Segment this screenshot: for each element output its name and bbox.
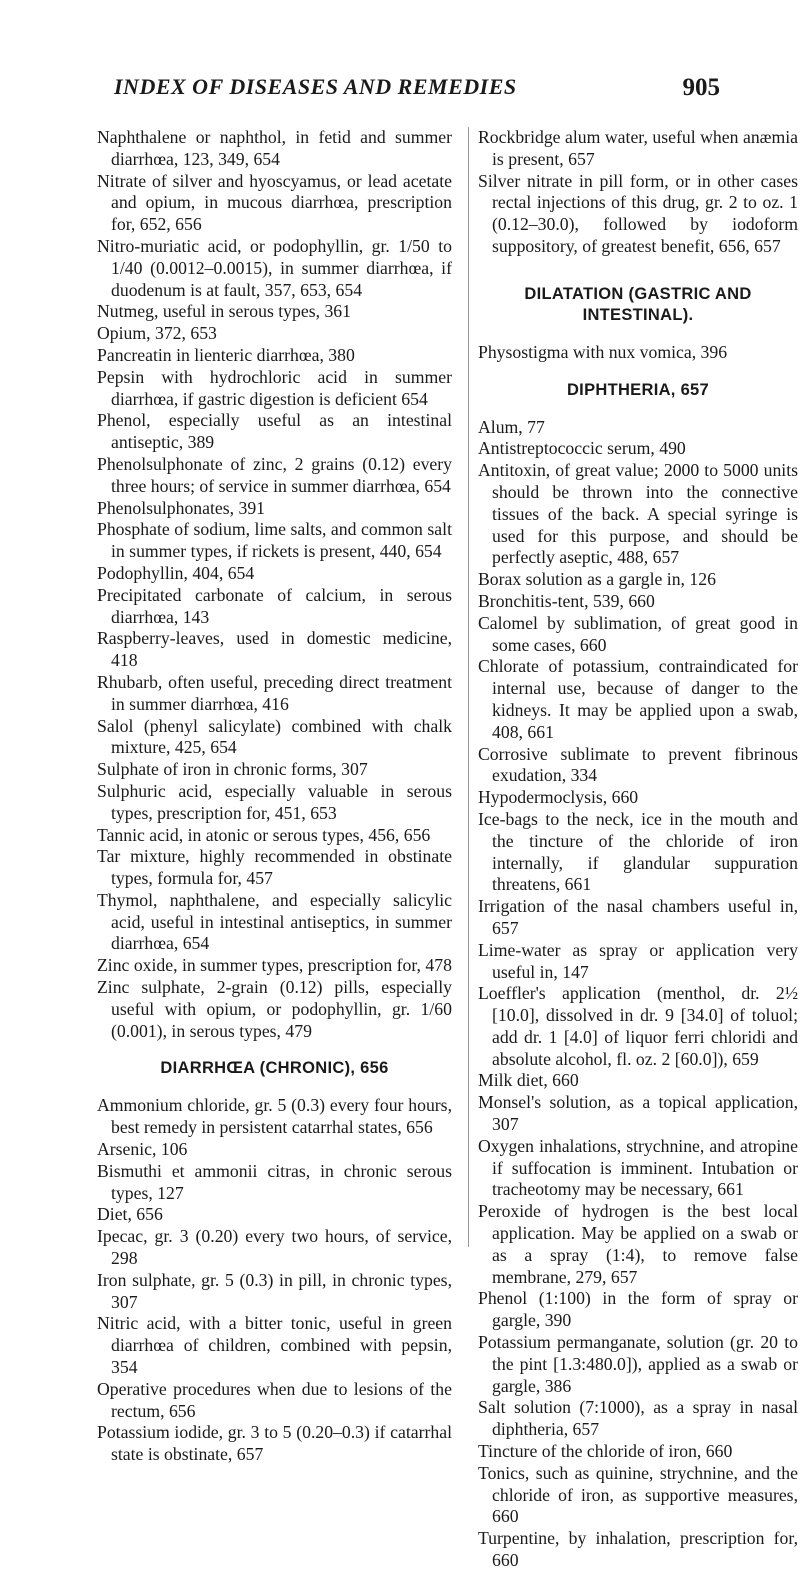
index-entry: Milk diet, 660 xyxy=(478,1070,579,1091)
index-entry: Rhubarb, often useful, preceding direct treatment in summer diarrhœa, 416 xyxy=(97,671,452,714)
index-entry: Corrosive sublimate to prevent fibrinous exudation, 334 xyxy=(478,743,798,786)
index-entry: Tonics, such as quinine, strychnine, and the chloride of iron, as supportive measures, 660 xyxy=(478,1462,798,1527)
index-entry: Hypodermoclysis, 660 xyxy=(478,787,639,808)
page-number: 905 xyxy=(682,74,720,101)
index-entry: Irrigation of the nasal chambers useful in, 657 xyxy=(478,896,798,938)
index-entry: Thymol, naphthalene, and especially salicylic acid, useful in intestinal antiseptics, in summer diarrhœa, 654 xyxy=(97,889,452,954)
index-entry: Zinc sulphate, 2-grain (0.12) pills, especially useful with opium, or podophyllin, gr. 1/60 (0.001), in serous types, 479 xyxy=(97,977,452,1041)
index-entry: Arsenic, 106 xyxy=(97,1139,188,1160)
index-entry: Tannic acid, in atonic or serous types, 456, 656 xyxy=(97,824,431,845)
entry-list xyxy=(478,417,798,1572)
section-heading-diarrhoea-chronic: DIARRHŒA (CHRONIC), 656 xyxy=(160,1059,389,1078)
index-entry: Ice-bags to the neck, ice in the mouth and the tincture of the chloride of iron internally, if glandular suppuration threatens, 661 xyxy=(478,808,798,895)
index-entry: Naphthalene or naphthol, in fetid and summer diarrhœa, 123, 349, 654 xyxy=(97,127,452,169)
index-entry: Rockbridge alum water, useful when anæmia is present, 657 xyxy=(478,127,798,169)
index-entry: Chlorate of potassium, contraindicated for internal use, because of danger to the kidneys. It may be applied upon a swab, 408, 661 xyxy=(478,656,798,742)
entry-list xyxy=(478,127,798,258)
page-header xyxy=(100,74,720,114)
index-entry: Diet, 656 xyxy=(97,1204,163,1225)
index-entry: Phenol, especially useful as an intestinal antiseptic, 389 xyxy=(97,410,452,453)
index-entry: Phenolsulphonates, 391 xyxy=(97,497,266,518)
index-entry: Bismuthi et ammonii citras, in chronic serous types, 127 xyxy=(97,1160,452,1203)
index-entry: Calomel by sublimation, of great good in some cases, 660 xyxy=(478,612,798,655)
index-entry: Borax solution as a gargle in, 126 xyxy=(478,569,716,590)
index-entry: Loeffler's application (menthol, dr. 2½ [10.0], dissolved in dr. 9 [34.0] of toluol; add dr. 1 [4.0] of liquor ferri chloridi and absolute alcohol, fl. oz. 2 [60.0]), 659 xyxy=(478,983,798,1069)
section-heading-diphtheria: DIPHTHERIA, 657 xyxy=(566,380,710,399)
index-entry: Tar mixture, highly recommended in obstinate types, formula for, 457 xyxy=(97,846,452,889)
index-entry: Nitrate of silver and hyoscyamus, or lead acetate and opium, in mucous diarrhœa, prescription for, 652, 656 xyxy=(97,170,452,235)
entry-list xyxy=(97,127,452,1042)
index-entry: Pepsin with hydrochloric acid in summer diarrhœa, if gastric digestion is deficient 654 xyxy=(97,366,452,409)
index-entry: Sulphuric acid, especially valuable in serous types, prescription for, 451, 653 xyxy=(97,780,452,823)
index-entry: Antitoxin, of great value; 2000 to 5000 units should be thrown into the connective tissues of the back. A special syringe is used for this purpose, and should be perfectly aseptic, 488, 657 xyxy=(478,460,798,568)
index-entry: Antistreptococcic serum, 490 xyxy=(478,438,686,459)
index-entry: Monsel's solution, as a topical application, 307 xyxy=(478,1092,798,1135)
index-entry: Ipecac, gr. 3 (0.20) every two hours, of service, 298 xyxy=(97,1226,452,1269)
right-column xyxy=(468,127,798,1571)
index-entry: Raspberry-leaves, used in domestic medicine, 418 xyxy=(97,628,452,671)
index-entry: Sulphate of iron in chronic forms, 307 xyxy=(97,759,368,780)
index-entry: Potassium permanganate, solution (gr. 20 to the pint [1.3:480.0]), applied as a swab or gargle, 386 xyxy=(478,1332,798,1396)
index-entry: Lime-water as spray or application very useful in, 147 xyxy=(478,939,798,982)
index-entry: Oxygen inhalations, strychnine, and atropine if suffocation is imminent. Intubation or tracheotomy may be necessary, 661 xyxy=(478,1135,798,1200)
index-entry: Nitro-muriatic acid, or podophyllin, gr. 1/50 to 1/40 (0.0012–0.0015), in summer diarrhœa, if duodenum is at fault, 357, 653, 654 xyxy=(97,235,452,300)
index-entry: Nitric acid, with a bitter tonic, useful in green diarrhœa of children, combined with pepsin, 354 xyxy=(97,1313,452,1378)
index-entry: Phenol (1:100) in the form of spray or gargle, 390 xyxy=(478,1288,798,1331)
index-entry: Nutmeg, useful in serous types, 361 xyxy=(97,301,351,322)
index-entry: Iron sulphate, gr. 5 (0.3) in pill, in chronic types, 307 xyxy=(97,1269,452,1312)
index-entry: Zinc oxide, in summer types, prescription for, 478 xyxy=(97,955,452,976)
index-entry: Opium, 372, 653 xyxy=(97,323,217,344)
index-entry: Podophyllin, 404, 654 xyxy=(97,562,255,583)
index-entry: Potassium iodide, gr. 3 to 5 (0.20–0.3) if catarrhal state is obstinate, 657 xyxy=(97,1422,452,1465)
index-entry: Salt solution (7:1000), as a spray in nasal diphtheria, 657 xyxy=(478,1397,798,1440)
index-entry: Phenolsulphonate of zinc, 2 grains (0.12) every three hours; of service in summer diarrhœa, 654 xyxy=(97,453,452,496)
index-entry: Operative procedures when due to lesions of the rectum, 656 xyxy=(97,1378,452,1421)
left-column xyxy=(97,127,452,1466)
index-entry: Pancreatin in lienteric diarrhœa, 380 xyxy=(97,344,355,365)
index-entry: Salol (phenyl salicylate) combined with chalk mixture, 425, 654 xyxy=(97,715,452,758)
entry-list xyxy=(97,1095,452,1466)
index-entry: Physostigma with nux vomica, 396 xyxy=(478,341,728,362)
index-entry: Phosphate of sodium, lime salts, and common salt in summer types, if rickets is present, 440, 654 xyxy=(97,519,452,562)
index-entry: Bronchitis-tent, 539, 660 xyxy=(478,590,655,611)
index-entry: Precipitated carbonate of calcium, in serous diarrhœa, 143 xyxy=(97,584,452,627)
index-entry: Turpentine, by inhalation, prescription for, 660 xyxy=(478,1528,798,1571)
index-entry: Tincture of the chloride of iron, 660 xyxy=(478,1441,733,1462)
entry-list xyxy=(478,342,798,364)
index-entry: Ammonium chloride, gr. 5 (0.3) every four hours, best remedy in persistent catarrhal states, 656 xyxy=(97,1095,452,1138)
section-heading-dilatation: DILATATION (GASTRIC AND INTESTINAL). xyxy=(524,284,752,324)
index-entry: Silver nitrate in pill form, or in other cases rectal injections of this drug, gr. 2 to oz. 1 (0.12–30.0), followed by iodoform suppository, of greatest benefit, 656, 657 xyxy=(478,170,798,256)
index-entry: Alum, 77 xyxy=(478,416,545,437)
running-title: INDEX OF DISEASES AND REMEDIES xyxy=(114,74,517,99)
index-entry: Peroxide of hydrogen is the best local application. May be applied on a swab or as a spray (1:4), to remove false membrane, 279, 657 xyxy=(478,1201,798,1287)
